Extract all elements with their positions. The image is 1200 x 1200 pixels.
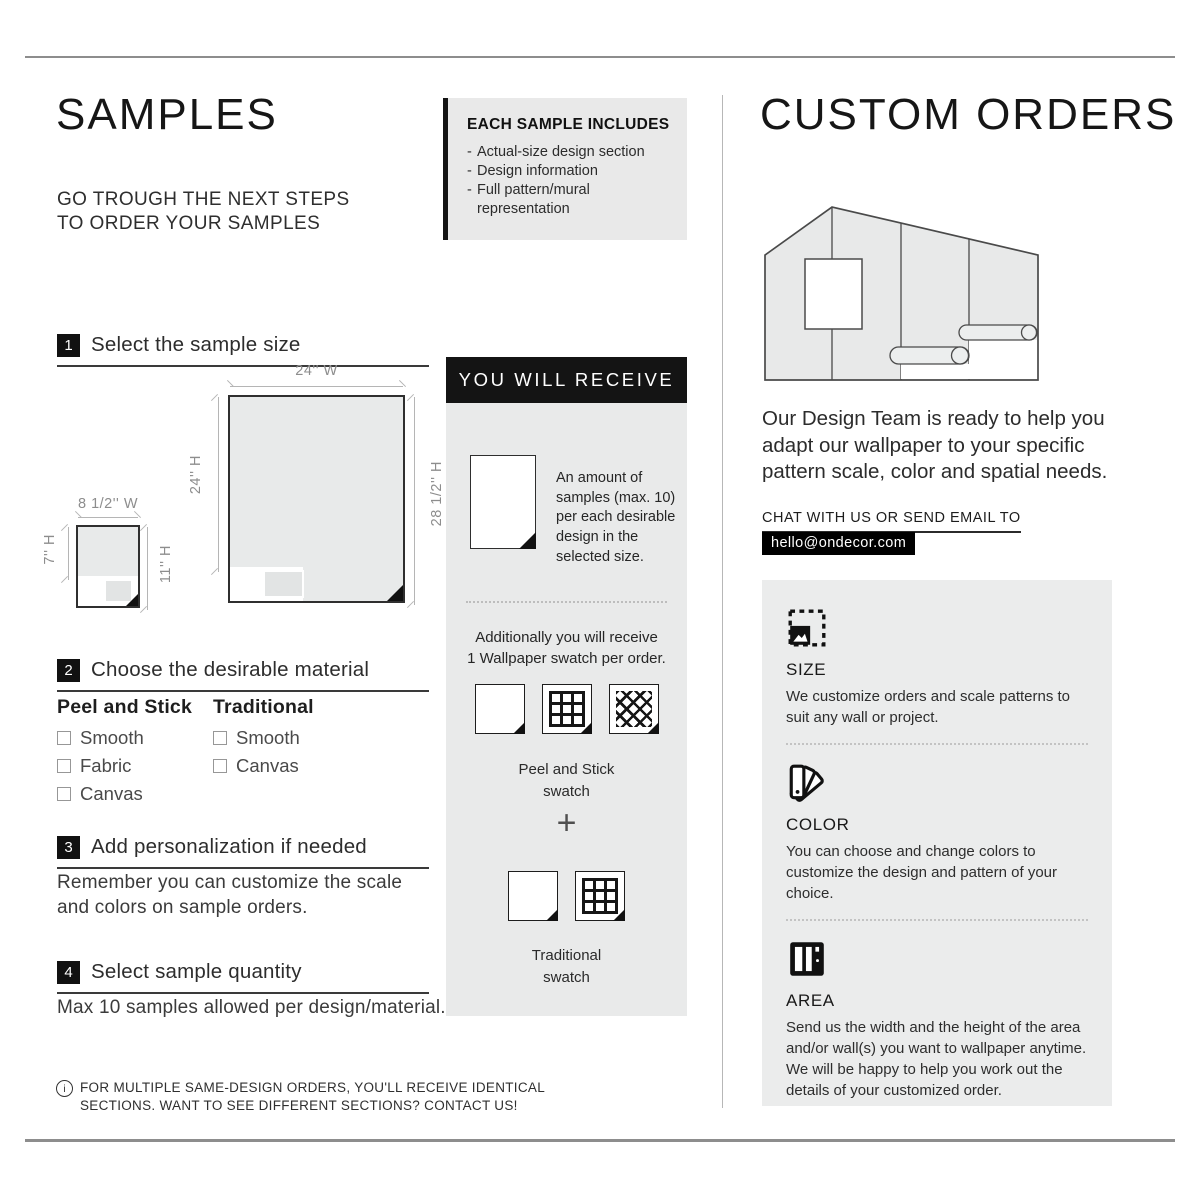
custom-orders-title: CUSTOM ORDERS xyxy=(760,90,1177,139)
dimension-label-left-height: 24'' H xyxy=(188,455,204,495)
footer-note-line1: FOR MULTIPLE SAME-DESIGN ORDERS, YOU'LL RECEIVE IDENTICAL xyxy=(80,1080,546,1095)
step3-label: Add personalization if needed xyxy=(91,835,367,858)
large-sample-diagram xyxy=(188,363,445,603)
footer-note-text xyxy=(80,1079,545,1115)
dimension-line-left-height xyxy=(68,527,69,580)
large-sample-fold-corner xyxy=(387,585,403,601)
size-text: We customize orders and scale patterns to suit any wall or project. xyxy=(786,688,1071,726)
includes-item xyxy=(467,181,675,219)
step4-description: Max 10 samples allowed per design/material. xyxy=(57,997,446,1018)
step1-label: Select the sample size xyxy=(91,333,301,356)
info-icon: i xyxy=(56,1080,73,1097)
dimension-label-width: 24'' W xyxy=(295,363,338,379)
blank-swatch-icon xyxy=(508,871,558,921)
dotted-divider xyxy=(786,919,1088,921)
dotted-divider xyxy=(466,601,667,603)
house-wallpaper-illustration xyxy=(757,197,1049,389)
top-rule xyxy=(25,56,1175,58)
includes-item-text: Actual-size design section xyxy=(477,144,645,160)
color-title: COLOR xyxy=(786,815,850,835)
you-will-receive-header: YOU WILL RECEIVE xyxy=(446,357,687,403)
dimension-label-left-height: 7'' H xyxy=(42,534,58,565)
includes-title: EACH SAMPLE INCLUDES xyxy=(467,116,670,133)
material-option-label: Fabric xyxy=(80,755,132,776)
material-column-traditional xyxy=(213,696,314,783)
grid-swatch-icon xyxy=(575,871,625,921)
large-sample-pattern-section xyxy=(263,570,305,598)
you-will-receive-panel xyxy=(446,403,687,1016)
step3-header xyxy=(57,835,429,869)
bullet: - xyxy=(467,182,472,199)
material-option-label: Canvas xyxy=(80,783,143,804)
checkbox[interactable] xyxy=(213,759,227,773)
samples-intro xyxy=(57,188,350,236)
each-sample-includes-box xyxy=(443,98,687,240)
traditional-swatches xyxy=(446,871,687,921)
dimension-label-width: 8 1/2'' W xyxy=(78,496,139,512)
checkbox[interactable] xyxy=(213,731,227,745)
traditional-title: Traditional xyxy=(213,696,314,718)
bullet: - xyxy=(467,163,472,180)
dimension-line-width xyxy=(78,517,138,518)
material-column-peel-and-stick xyxy=(57,696,192,811)
custom-orders-intro: Our Design Team is ready to help you adapt our wallpaper to your specific pattern scale, color and spatial needs. xyxy=(762,407,1108,484)
chat-with-us-label: CHAT WITH US OR SEND EMAIL TO xyxy=(762,510,1021,533)
samples-title: SAMPLES xyxy=(56,90,278,139)
traditional-swatch-label-line2: swatch xyxy=(543,968,590,986)
column-divider xyxy=(722,95,723,1108)
small-sample-diagram xyxy=(42,496,174,608)
dimension-line-right-height xyxy=(147,527,148,610)
small-sample-fold-corner xyxy=(126,594,138,606)
plus-icon: + xyxy=(556,804,577,842)
material-option-label: Smooth xyxy=(80,727,144,748)
includes-item-text: Full pattern/mural representation xyxy=(477,182,590,218)
dimension-label-right-height: 28 1/2'' H xyxy=(429,461,445,527)
traditional-swatch-label-line1: Traditional xyxy=(531,947,602,964)
samples-amount-text: An amount of samples (max. 10) per each desirable design in the selected size. xyxy=(556,470,676,565)
traditional-swatch-label xyxy=(446,945,687,989)
peel-swatch-label-line2: swatch xyxy=(543,782,590,800)
dimension-label-right-height: 11'' H xyxy=(158,545,174,584)
peel-swatch-label xyxy=(446,759,687,803)
grid-pattern xyxy=(582,878,618,914)
grid-pattern xyxy=(549,691,585,727)
includes-item xyxy=(467,143,675,162)
custom-order-features-panel xyxy=(762,580,1112,1106)
email-link[interactable]: hello@ondecor.com xyxy=(762,532,915,555)
material-option-row[interactable] xyxy=(57,727,192,749)
peel-and-stick-swatches xyxy=(446,684,687,734)
additional-line2: 1 Wallpaper swatch per order. xyxy=(467,650,666,667)
dimension-line-width xyxy=(230,386,403,387)
step2-label: Choose the desirable material xyxy=(91,658,370,681)
material-option-row[interactable] xyxy=(57,783,192,805)
step1-header xyxy=(57,333,429,367)
blank-swatch-icon xyxy=(475,684,525,734)
checkbox[interactable] xyxy=(57,787,71,801)
color-swatchbook-icon xyxy=(786,762,828,804)
checkbox[interactable] xyxy=(57,759,71,773)
additional-text xyxy=(446,627,687,669)
includes-item-text: Design information xyxy=(477,163,598,180)
step2-header xyxy=(57,658,429,692)
samples-intro-line2: TO ORDER YOUR SAMPLES xyxy=(57,212,321,234)
dimension-line-right-height xyxy=(414,397,415,605)
size-title: SIZE xyxy=(786,660,827,679)
peel-and-stick-title: Peel and Stick xyxy=(57,696,193,718)
includes-item xyxy=(467,162,675,181)
peel-swatch-label-line1: Peel and Stick xyxy=(518,761,615,778)
samples-intro-line1: GO TROUGH THE NEXT STEPS xyxy=(57,189,350,210)
crosshatch-pattern xyxy=(616,691,652,727)
material-option-row[interactable] xyxy=(213,727,314,749)
step1-number-badge: 1 xyxy=(57,334,80,357)
dotted-divider xyxy=(786,743,1088,745)
material-option-row[interactable] xyxy=(57,755,192,777)
material-option-row[interactable] xyxy=(213,755,314,777)
step4-label: Select sample quantity xyxy=(91,960,302,983)
material-option-label: Smooth xyxy=(236,727,300,748)
bullet: - xyxy=(467,144,472,160)
step2-number-badge: 2 xyxy=(57,659,80,682)
step4-header xyxy=(57,960,429,994)
bottom-rule xyxy=(25,1139,1175,1142)
area-text: Send us the width and the height of the area and/or wall(s) you want to wallpaper anytime. We will be happy to help you work out the details of your customized order. xyxy=(786,1019,1087,1099)
dimension-line-left-height xyxy=(218,397,219,572)
size-crop-icon xyxy=(786,607,828,649)
color-text: You can choose and change colors to customize the design and pattern of your choice. xyxy=(786,843,1057,902)
additional-line1: Additionally you will receive xyxy=(475,629,658,646)
footer-note xyxy=(56,1079,545,1115)
page-sample-icon xyxy=(470,455,536,549)
step4-number-badge: 4 xyxy=(57,961,80,984)
checkbox[interactable] xyxy=(57,731,71,745)
area-wall-door-icon xyxy=(786,938,828,980)
step3-description: Remember you can customize the scale and colors on sample orders. xyxy=(57,872,403,919)
area-title: AREA xyxy=(786,991,835,1011)
grid-swatch-icon xyxy=(542,684,592,734)
crosshatch-swatch-icon xyxy=(609,684,659,734)
footer-note-line2: SECTIONS. WANT TO SEE DIFFERENT SECTIONS? CONTACT US! xyxy=(80,1098,518,1114)
step3-number-badge: 3 xyxy=(57,836,80,859)
material-option-label: Canvas xyxy=(236,755,299,776)
